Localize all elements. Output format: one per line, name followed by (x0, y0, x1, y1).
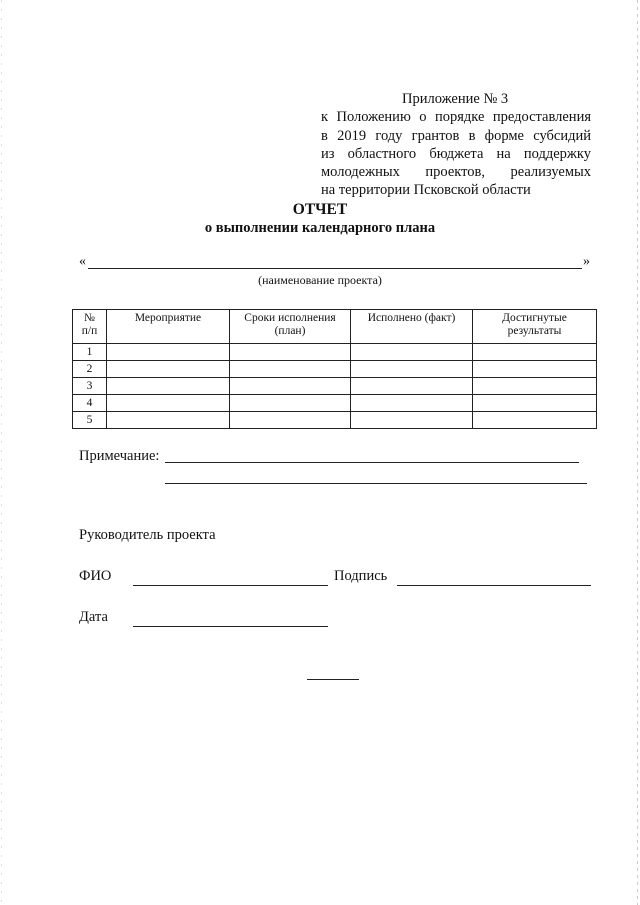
header-results: Достигнутые результаты (473, 310, 597, 344)
appendix-line: в 2019 году грантов в форме субсидий (321, 127, 591, 144)
manager-label: Руководитель проекта (79, 527, 216, 543)
table-cell[interactable] (230, 395, 351, 412)
note-label: Примечание: (79, 448, 160, 464)
table-cell[interactable] (351, 378, 473, 395)
header-deadlines: Сроки исполнения (план) (230, 310, 351, 344)
table-cell[interactable] (473, 378, 597, 395)
quote-close: » (583, 254, 590, 269)
fio-label: ФИО (79, 568, 112, 584)
table-row (73, 361, 597, 378)
header-executed: Исполнено (факт) (351, 310, 473, 344)
appendix-line: на территории Псковской области (321, 182, 531, 199)
table-cell[interactable] (107, 412, 230, 429)
table-cell[interactable] (351, 412, 473, 429)
end-separator-line (307, 679, 359, 680)
table-cell[interactable] (473, 361, 597, 378)
fio-field-line[interactable] (133, 585, 328, 586)
table-cell[interactable] (351, 395, 473, 412)
appendix-number: Приложение № 3 (402, 91, 509, 107)
note-field-line-2[interactable] (165, 483, 587, 484)
appendix-line: из областного бюджета на поддержку (321, 145, 591, 162)
page-edge-left (1, 0, 2, 905)
table-cell[interactable] (107, 361, 230, 378)
table-cell[interactable] (230, 361, 351, 378)
row-number: 1 (73, 344, 107, 361)
table-row (73, 344, 597, 361)
table-cell[interactable] (230, 378, 351, 395)
header-activity: Мероприятие (107, 310, 230, 344)
row-number: 2 (73, 361, 107, 378)
signature-field-line[interactable] (397, 585, 591, 586)
table-cell[interactable] (107, 395, 230, 412)
header-number: № п/п (73, 310, 107, 344)
row-number: 4 (73, 395, 107, 412)
table-cell[interactable] (230, 344, 351, 361)
project-name-field[interactable] (88, 268, 582, 269)
note-field-line-1[interactable] (165, 462, 579, 463)
table-cell[interactable] (351, 344, 473, 361)
appendix-line: к Положению о порядке предоставления (321, 109, 591, 126)
table-cell[interactable] (230, 412, 351, 429)
document-subtitle: о выполнении календарного плана (204, 220, 436, 236)
table-row (73, 378, 597, 395)
table-cell[interactable] (473, 395, 597, 412)
signature-label: Подпись (334, 568, 388, 584)
appendix-block (321, 90, 591, 200)
page-edge-right (637, 0, 638, 905)
date-field-line[interactable] (133, 626, 328, 627)
table-header-row (73, 310, 597, 344)
row-number: 5 (73, 412, 107, 429)
project-name-caption: (наименование проекта) (258, 273, 382, 287)
row-number: 3 (73, 378, 107, 395)
table-cell[interactable] (107, 344, 230, 361)
document-title: ОТЧЕТ (292, 201, 348, 218)
table-cell[interactable] (473, 412, 597, 429)
table-row (73, 395, 597, 412)
table-cell[interactable] (473, 344, 597, 361)
date-label: Дата (79, 609, 108, 625)
table-cell[interactable] (107, 378, 230, 395)
appendix-line: молодежных проектов, реализуемых (321, 164, 591, 181)
table-cell[interactable] (351, 361, 473, 378)
calendar-plan-table (72, 309, 597, 429)
quote-open: « (79, 254, 86, 269)
table-row (73, 412, 597, 429)
